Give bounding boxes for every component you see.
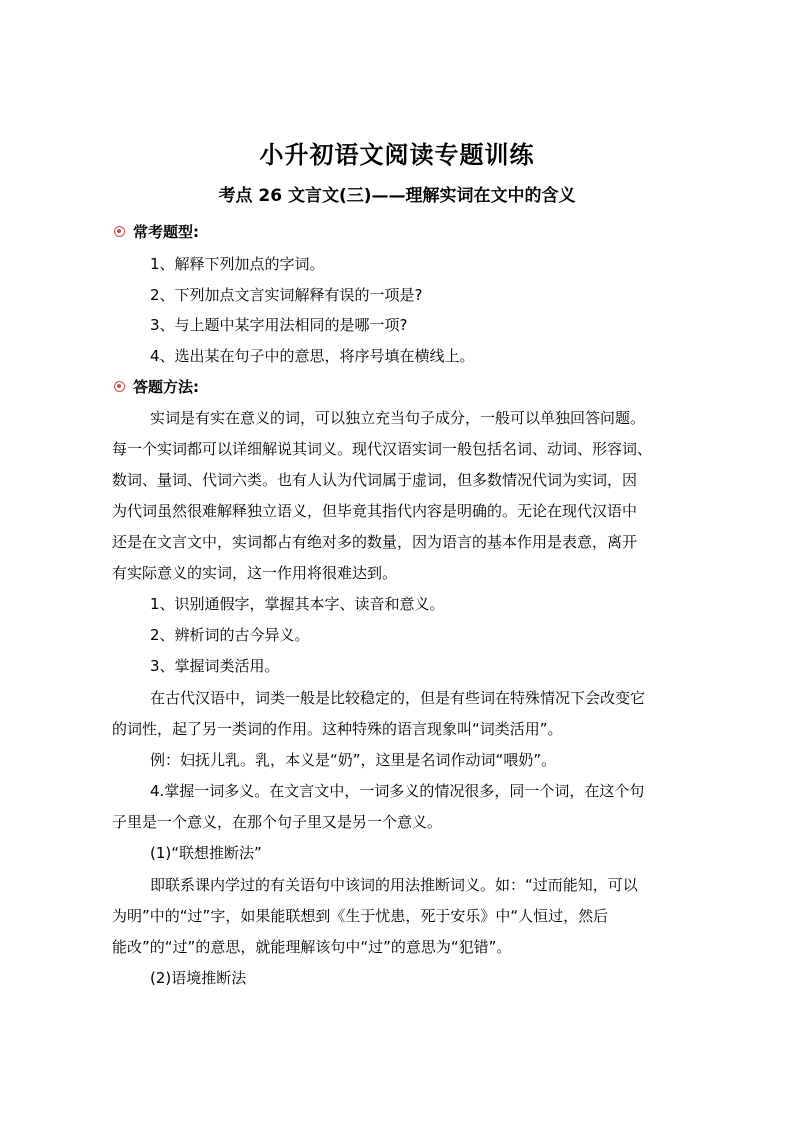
section-heading-label: 答题方法: bbox=[133, 378, 199, 396]
paragraph-line: 的词性，起了另一类词的作用。这种特殊的语言现象叫“词类活用”。 bbox=[112, 720, 563, 738]
list-item: 1、识别通假字，掌握其本字、读音和意义。 bbox=[150, 595, 445, 613]
paragraph-line: 4.掌握一词多义。在文言文中，一词多义的情况很多，同一个词，在这个句 bbox=[150, 782, 645, 800]
paragraph-line: 在古代汉语中，词类一般是比较稳定的，但是有些词在特殊情况下会改变它 bbox=[150, 689, 646, 707]
paragraph-line: 为明”中的“过”字，如果能联想到《生于忧患，死于安乐》中“人恒过，然后 bbox=[112, 907, 609, 925]
section-heading-methods bbox=[112, 375, 692, 399]
paragraph-line: 还是在文言文中，实词都占有绝对多的数量，因为语言的基本作用是表意，离开 bbox=[112, 533, 638, 551]
paragraph-line: 为代词虽然很难解释独立语义，但毕竟其指代内容是明确的。无论在现代汉语中 bbox=[112, 502, 638, 520]
list-item: 1、解释下列加点的字词。 bbox=[150, 255, 325, 273]
section-heading-types bbox=[112, 220, 692, 244]
list-item: 2、辨析词的古今异义。 bbox=[150, 626, 310, 644]
paragraph-line: 能改”的“过”的意思，就能理解该句中“过”的意思为“犯错”。 bbox=[112, 938, 512, 956]
paragraph-line: 数词、量词、代词六类。也有人认为代词属于虚词，但多数情况代词为实词，因 bbox=[112, 471, 638, 489]
section-heading-label: 常考题型: bbox=[133, 223, 199, 241]
paragraph-line: 每一个实词都可以详细解说其词义。现代汉语实词一般包括名词、动词、形容词、 bbox=[112, 440, 653, 458]
paragraph-line: 子里是一个意义，在那个句子里又是另一个意义。 bbox=[112, 813, 443, 831]
subheading: (1)“联想推断法” bbox=[150, 844, 262, 862]
page-subtitle: 考点 26 文言文(三)——理解实词在文中的含义 bbox=[218, 186, 576, 206]
paragraph-line: 实词是有实在意义的词，可以独立充当句子成分，一般可以单独回答问题。 bbox=[150, 409, 646, 427]
page-title: 小升初语文阅读专题训练 bbox=[259, 141, 535, 169]
bullet-icon bbox=[114, 381, 125, 392]
list-item: 3、掌握词类活用。 bbox=[150, 657, 280, 675]
example-line: 例：妇抚儿乳。乳，本义是“奶”，这里是名词作动词“喂奶”。 bbox=[150, 751, 557, 769]
list-item: 2、下列加点文言实词解释有误的一项是? bbox=[150, 286, 423, 304]
bullet-icon bbox=[114, 226, 125, 237]
list-item: 4、选出某在句子中的意思，将序号填在横线上。 bbox=[150, 347, 475, 365]
paragraph-line: 即联系课内学过的有关语句中该词的用法推断词义。如：“过而能知，可以 bbox=[150, 876, 638, 894]
list-item: 3、与上题中某字用法相同的是哪一项? bbox=[150, 316, 408, 334]
paragraph-line: 有实际意义的实词，这一作用将很难达到。 bbox=[112, 564, 398, 582]
subheading: (2)语境推断法 bbox=[150, 969, 247, 987]
